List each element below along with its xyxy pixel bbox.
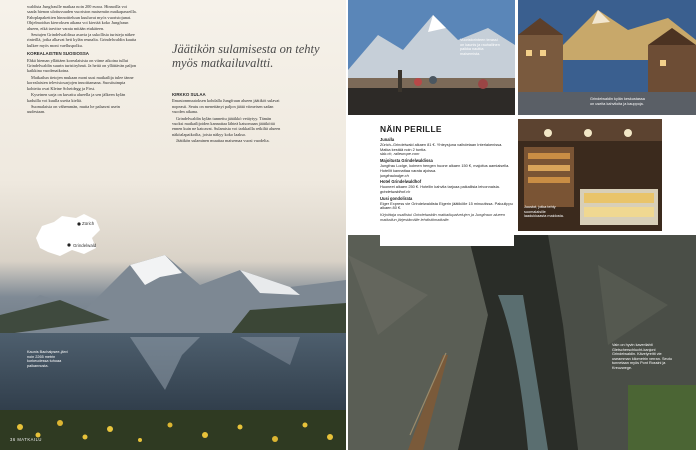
intro-paragraph-2: Seutujen Grindelwaldissa asuvia ja uskollisia turisteja näkee rinteillä, jotka alkavat heti kylän reunalta. Grindelwaldin kautta kulkee myös moni vaelluspolku. [27, 32, 137, 48]
info-body-train: Zürich–Grindelwald alkaen 81 €. Yhteysjuna vaihdetaan Interlakenissa. Matka kestää noin 2 tuntia. [380, 141, 503, 152]
info-body-lodging: Jungfrau Lodge, kolmen hengen huone alkaen 150 €, majoitus aamiaisella. Hotellit kannattaa varata ajoissa. [380, 162, 510, 173]
body-paragraph-5: Ilmastonmuutoksen kohdalla Jungfraun alueen jäätiköt sulavat nopeasti. Seutu on menettänyt paljon jäätä viimeisen sadan vuoden aikana. [172, 98, 280, 115]
info-title-lodging: Majoitusta Grindelwaldissa [380, 158, 433, 164]
travel-info-box [380, 122, 514, 246]
info-disclaimer: Kirjoittaja osallistui Grindelwaldin matkailupalvelujen ja Jungfraun alueen matkailun järjestämälle lehdistömatkalle. [380, 212, 506, 222]
mountain-terrace-photo [348, 0, 515, 115]
body-paragraph-1: Ehkä hieman yllättäen korealaisista on viime aikoina tullut Grindelwaldin suurin turistiryhmä. Ja heitä on yllättävän paljon kaikkina vuodenaikoina. [27, 57, 137, 74]
info-section-hotel [380, 180, 514, 194]
info-link-lodging[interactable]: jungfraulodge.ch [380, 172, 409, 178]
info-body-gondola: Eiger Express vie Grindelwaldista Eigerin jäätikölle 15 minuutissa. Paluulippu alkaen 80 €. [380, 200, 513, 211]
info-title-train: Junalla [380, 137, 395, 142]
info-section-gondola [380, 197, 514, 211]
body-paragraph-6: Grindelwaldin kylän tunnettu jäätikkö vetäytyy. Tämän vuoksi matkailijoiden kannattaa lähteä katsomaan jäätiköitä ennen kuin ne katoavat. Sulamista voi tarkkailla retkiltä alueen näköalapaikoilta, joista näkyy koko laakso. [172, 115, 281, 137]
body-paragraph-2: Matkailun tietojen mukaan moni uusi matkailija tulee tänne korealaisten televisiosarjojen innoittamana. Suosituimpia kohteita ovat Kleine Scheidegg ja First. [27, 74, 134, 91]
body-paragraph-7: Jäätikön sulaminen muuttaa maisemaa vuosi vuodelta. [176, 138, 270, 144]
map-label-zurich: Zürich [82, 221, 95, 226]
village-street-photo [518, 0, 696, 115]
cheese-shop-photo [518, 119, 662, 231]
subheading-koreans: KOREALAISTEN SUOSIOSSA [27, 51, 89, 57]
map-label-grindelwald: Grindelwald [73, 243, 97, 248]
right-page [348, 0, 696, 450]
info-link-train[interactable]: sbb.ch, raileurope.com [380, 151, 420, 157]
text-column-2 [172, 92, 282, 204]
switzerland-map [32, 208, 104, 260]
photo-caption-village: Grindelwaldin kylän keskustassa on useita kahviloita ja kauppoja. [590, 97, 645, 106]
body-paragraph-3: Kyseinen sarja on kuvattu alueella ja sen jälkeen kylän kaduilla voi kuulla useita kieliä. [27, 92, 126, 103]
info-link-hotel[interactable]: grindelwaldhof.ch [380, 188, 411, 194]
pull-quote: Jäätikön sulamisesta on tehty myös matkailuvaltti. [172, 42, 320, 70]
body-paragraph-4: Suomalaisia on vähemmän, mutta he palaavat usein uudestaan. [27, 103, 120, 115]
gorge-walkway-photo [348, 235, 696, 450]
intro-paragraph: waldista Jungfraulle matkaa noin 200 euroa. Hinnoilla voi saada hienon ulottuvuuden vuoriston maisemiin matkapasseilla. Fahrplapakettien hinnoitteluun kuuluvat myös vuoristojunat. Ohjelmoidun kierroksen aikana voi kiertää koko Jungfraun alueen, eikä tarvitse varata mitään etukäteen. [27, 4, 137, 31]
info-title-gondola: Uusi gondolirata [380, 195, 413, 201]
photo-caption-lake: Kaunis Bachalpsee-järvi noin 2265 metrin korkeudessa tuhoaa paikannusta. [27, 350, 68, 368]
info-heading: NÄIN PERILLE [380, 124, 442, 134]
text-column-1 [27, 4, 137, 204]
info-section-train [380, 138, 514, 157]
page-folio: 36 MATKAILU [10, 437, 42, 442]
info-body-hotel: Huoneet alkaen 250 €. Hotellin kahvila tarjoaa paikallisia leivonnaisia. [380, 184, 500, 190]
left-page [0, 0, 346, 450]
subheading-church: KIRKKO SULAA [172, 92, 206, 97]
photo-caption-gorge: Vain on hyvin kaverilahti Gletscherschlucht-kanjoni Grindelwaldin. Kävelyreitti vie useamman kilometrin verran. Seutu tunnetaan myös Pont Rossini ja Kreuzwege. [612, 343, 672, 370]
photo-caption-mountain: Vuoristorinteen terassi on kaunis ja rauhallinen paikka nauttia maisemista. [460, 38, 500, 56]
photo-caption-shop: Juustot, jotka tehty suomalaisille laadukkaasta maidosta. [524, 205, 564, 219]
info-section-lodging [380, 159, 514, 178]
info-title-hotel: Hotel Grindelwaldhof [380, 179, 422, 185]
